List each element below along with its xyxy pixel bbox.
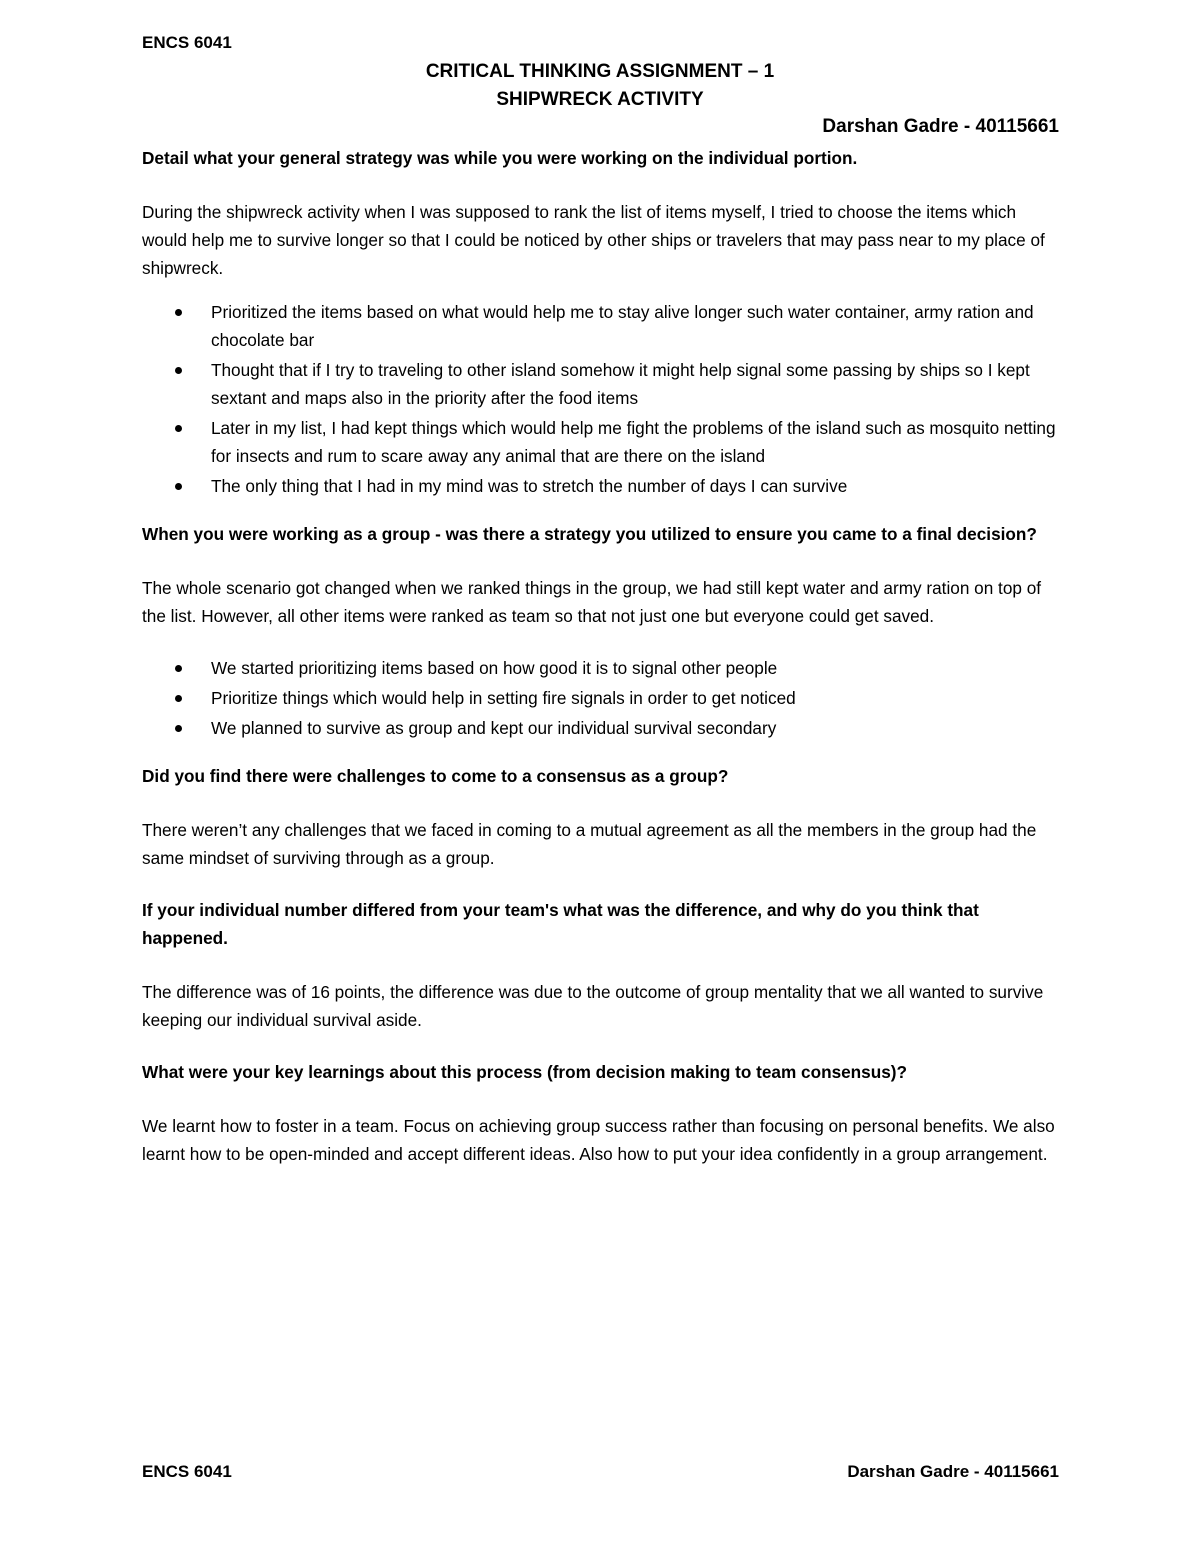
answer-3: There weren’t any challenges that we faced in coming to a mutual agreement as all the members in the group had the same mindset of surviving through as a group. [142,820,1037,868]
question-2: When you were working as a group - was there a strategy you utilized to ensure you came to a final decision? [142,524,1037,544]
bullet-icon [175,695,182,702]
document-body [142,144,1060,1184]
question-5: What were your key learnings about this process (from decision making to team consensus)? [142,1062,908,1082]
list-item: Later in my list, I had kept things which would help me fight the problems of the island such as mosquito netting for insects and rum to scare away any animal that are there on the island [211,414,1060,470]
document-title [0,58,1200,114]
answer-5: We learnt how to foster in a team. Focus on achieving group success rather than focusing on personal benefits. We also learnt how to be open-minded and accept different ideas. Also how to put your idea confidently in a group arrangement. [142,1116,1055,1164]
bullet-icon [175,725,182,732]
author-name: Darshan Gadre - 40115661 [822,116,1059,137]
bullet-icon [175,309,182,316]
list-item: Thought that if I try to traveling to other island somehow it might help signal some passing by ships so I kept sextant and maps also in the priority after the food items [211,356,1060,412]
list-item: Prioritized the items based on what would help me to stay alive longer such water container, army ration and chocolate bar [211,298,1060,354]
bullet-icon [175,665,182,672]
list-item: We started prioritizing items based on how good it is to signal other people [211,654,1060,682]
list-item: We planned to survive as group and kept our individual survival secondary [211,714,1060,742]
title-line-1: CRITICAL THINKING ASSIGNMENT – 1 [425,61,775,82]
bullet-list-2 [142,654,1060,742]
list-item: Prioritize things which would help in setting fire signals in order to get noticed [211,684,1060,712]
header-course-code: ENCS 6041 [142,33,232,52]
answer-4: The difference was of 16 points, the difference was due to the outcome of group mentality that we all wanted to survive keeping our individual survival aside. [142,982,1044,1030]
question-3: Did you find there were challenges to come to a consensus as a group? [142,766,729,786]
bullet-icon [175,367,182,374]
bullet-icon [175,483,182,490]
title-line-2: SHIPWRECK ACTIVITY [496,89,704,110]
question-4: If your individual number differed from your team's what was the difference, and why do you think that happened. [142,900,979,948]
footer-author: Darshan Gadre - 40115661 [847,1462,1059,1481]
answer-1: During the shipwreck activity when I was supposed to rank the list of items myself, I tried to choose the items which would help me to survive longer so that I could be noticed by other ships or travelers that may pass near to my place of shipwreck. [142,202,1045,278]
answer-2: The whole scenario got changed when we ranked things in the group, we had still kept water and army ration on top of the list. However, all other items were ranked as team so that not just one but everyone could get saved. [142,578,1042,626]
question-1: Detail what your general strategy was while you were working on the individual portion. [142,148,858,168]
bullet-list-1 [142,298,1060,500]
bullet-icon [175,425,182,432]
footer-course-code: ENCS 6041 [142,1462,232,1481]
list-item: The only thing that I had in my mind was to stretch the number of days I can survive [211,472,1060,500]
